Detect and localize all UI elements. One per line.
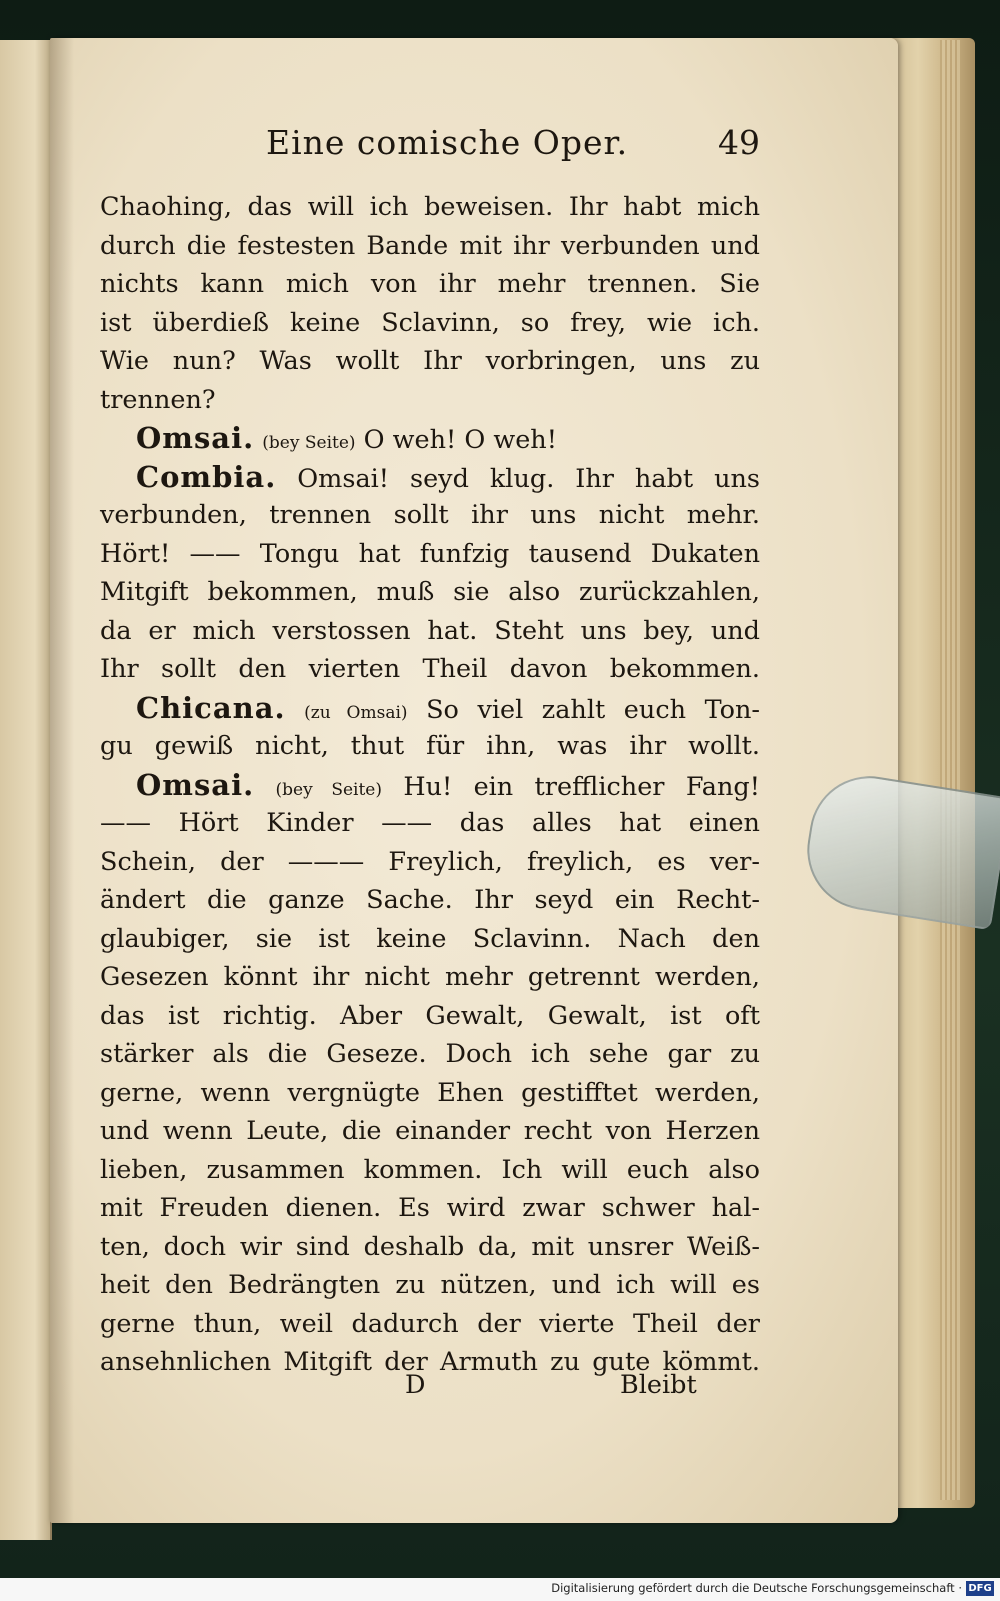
text-line: gerne thun, weil dadurch der vierte Theil der <box>100 1308 760 1339</box>
running-title: Eine comische Oper. <box>266 123 629 162</box>
page-edges <box>940 40 960 1500</box>
text-line: heit den Bedrängten zu nützen, und ich will es <box>100 1270 760 1300</box>
facing-page-edge <box>0 40 52 1540</box>
text-line: ten, doch wir sind deshalb da, mit unsrer Weiß- <box>100 1231 760 1262</box>
digitization-credit: Digitalisierung gefördert durch die Deutsche Forschungsgemeinschaft · <box>551 1581 962 1595</box>
text-line: lieben, zusammen kommen. Ich will euch also <box>100 1154 760 1185</box>
text-line: verbunden, trennen sollt ihr uns nicht mehr. <box>100 500 760 530</box>
text-line: durch die festesten Bande mit ihr verbunden und <box>100 230 760 261</box>
text-line: ist überdieß keine Sclavinn, so frey, wie ich. <box>100 307 760 338</box>
text-line: Ihr sollt den vierten Theil davon bekommen. <box>100 654 760 684</box>
text-line: Wie nun? Was wollt Ihr vorbringen, uns zu <box>100 346 760 376</box>
text-line: ändert die ganze Sache. Ihr seyd ein Recht- <box>100 885 760 915</box>
speaker-name: Omsai. <box>136 767 255 802</box>
speech-text: Omsai! seyd klug. Ihr habt uns <box>297 463 760 494</box>
stage-direction: (bey Seite) <box>262 433 356 453</box>
text-line: Chaohing, das will ich beweisen. Ihr habt mich <box>100 192 760 222</box>
text-line: gu gewiß nicht, thut für ihn, was ihr wollt. <box>100 731 760 761</box>
text-line: da er mich verstossen hat. Steht uns bey, und <box>100 615 760 646</box>
running-head <box>100 123 760 171</box>
text-line: Schein, der ——— Freylich, freylich, es ver- <box>100 846 760 877</box>
footer-bar <box>0 1578 1000 1601</box>
stage-direction: (bey Seite) <box>275 779 382 800</box>
speech-line-chicana <box>100 689 760 728</box>
text-line: nichts kann mich von ihr mehr trennen. Sie <box>100 269 760 299</box>
catchword: Bleibt <box>620 1370 697 1400</box>
text-line: Gesezen könnt ihr nicht mehr getrennt werden, <box>100 962 760 992</box>
speaker-name: Chicana. <box>136 690 286 725</box>
text-line: Mitgift bekommen, muß sie also zurückzahlen, <box>100 577 760 607</box>
text-line: —— Hört Kinder —— das alles hat einen <box>100 808 760 838</box>
speech-text: Hu! ein trefflicher Fang! <box>403 771 760 802</box>
dfg-logo: DFG <box>966 1581 994 1596</box>
speaker-name: Omsai. <box>136 421 255 455</box>
page-number: 49 <box>718 123 760 162</box>
speech-text: So viel zahlt euch Ton- <box>426 694 760 725</box>
signature-line <box>100 1370 740 1410</box>
body-text <box>100 188 760 1382</box>
text-line: stärker als die Geseze. Doch ich sehe gar zu <box>100 1039 760 1069</box>
text-line: Hört! —— Tongu hat funfzig tausend Dukaten <box>100 538 760 569</box>
text-line: das ist richtig. Aber Gewalt, Gewalt, ist oft <box>100 1000 760 1031</box>
speech-line-combia <box>100 458 760 497</box>
speaker-name: Combia. <box>136 459 277 494</box>
text-line: und wenn Leute, die einander recht von Herzen <box>100 1116 760 1146</box>
signature-mark: D <box>405 1370 426 1400</box>
stage-direction: (zu Omsai) <box>304 702 408 723</box>
text-line: mit Freuden dienen. Es wird zwar schwer hal- <box>100 1193 760 1223</box>
text-line: ansehnlichen Mitgift der Armuth zu gute kömmt. <box>100 1347 760 1377</box>
speech-text: O weh! O weh! <box>363 425 557 455</box>
text-line: trennen? <box>100 384 216 415</box>
speech-line-omsai <box>100 766 760 805</box>
text-line: glaubiger, sie ist keine Sclavinn. Nach den <box>100 923 760 954</box>
speech-line-omsai <box>100 419 760 458</box>
text-line: gerne, wenn vergnügte Ehen gestifftet werden, <box>100 1077 760 1108</box>
gutter-shadow <box>50 38 74 1523</box>
